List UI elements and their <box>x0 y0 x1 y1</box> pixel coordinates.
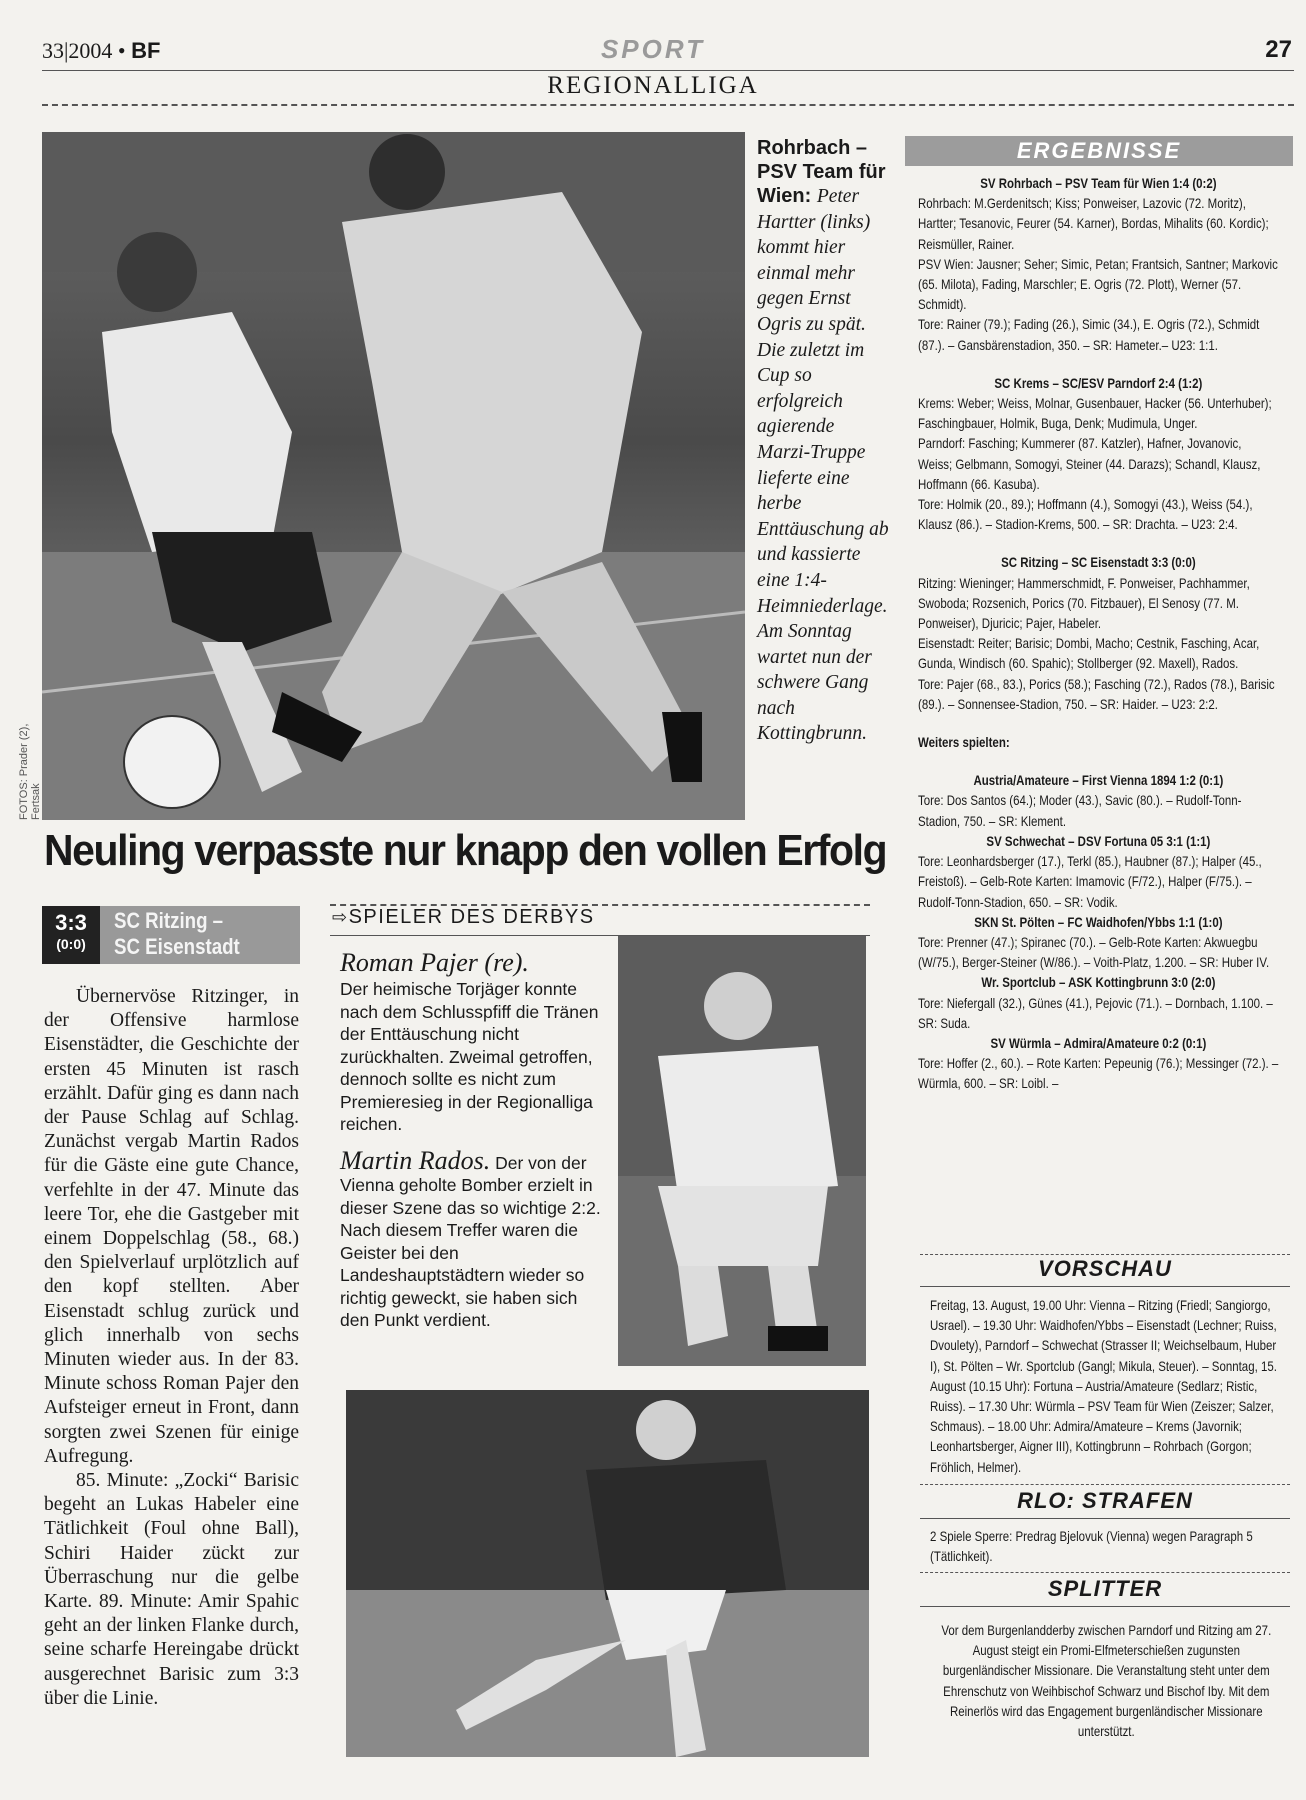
team-1: SC Ritzing – <box>114 908 224 933</box>
vorschau-rule <box>920 1286 1290 1287</box>
match-teams <box>114 908 240 960</box>
rados-photo <box>346 1390 869 1757</box>
headline: Neuling verpasste nur knapp den vollen Erfolg <box>44 826 887 875</box>
game-2-title: SC Krems – SC/ESV Parndorf 2:4 (1:2) <box>994 374 1203 391</box>
sitting-player-photo-placeholder <box>618 936 866 1366</box>
football-players-photo-placeholder <box>42 132 745 820</box>
game-1-lineup-1: Rohrbach: M.Gerdenitsch; Kiss; Ponweiser, Lazovic (72. Moritz), Hartter; Tesanovic, Feurer (54. Karner), Bordas, Mihalits (60. Kordic); Reismüller, Rainer. <box>918 195 1269 252</box>
photo-credit: FOTOS: Prader (2), Fertsak <box>18 723 42 820</box>
vorschau-text: Freitag, 13. August, 19.00 Uhr: Vienna – Ritzing (Friedl; Sangiorgo, Usrael). – 19.30 Uhr: Waidhofen/Ybbs – Eisenstadt (Lechner; Ruiss, Dvoulety), Parndorf – Schwechat (Strasser II; Weichselbaum, Huber I), St. Pölten – Wr. Sportclub (Gangl; Mikula, Steuer). – Sonntag, 15. August (10.15 Uhr): Fortuna – Austria/Amateure (Sedlarz; Ristic, Ruiss). – 17.30 Uhr: Würmla – PSV Team für Wien (Zeiszer; Salzer, Schmaus). – 18.00 Uhr: Admira/Amateure – Krems (Javornik; Leonhartsberger, Aigner III), Kottingbrunn – Rohrbach (Gorgon; Fröhlich, Helmer). <box>930 1297 1277 1475</box>
other-game-2-text: Tore: Leonhardsberger (17.), Terkl (85.), Haubner (87.); Halper (45., Freistoß). – Gelb-Rote Karten: Imamovic (F/72.), Halper (F/75.). – Rudolf-Tonn-Stadion, 650. – SR: Vodik. <box>918 853 1262 910</box>
final-score: 3:3 <box>55 910 87 935</box>
vorschau-title: VORSCHAU <box>1038 1256 1172 1281</box>
spieler-title: SPIELER DES DERBYS <box>348 906 595 928</box>
game-3-lineup-1: Ritzing: Wieninger; Hammerschmidt, F. Ponweiser, Pachhammer, Swoboda; Rozsenich, Porics (70. Fitzbauer), El Senosy (77. M. Ponweiser), Djuricic; Pajer, Habeler. <box>918 574 1250 632</box>
game-3-lineup-2: Eisenstadt: Reiter; Barisic; Dombi, Macho; Cestnik, Fasching, Acar, Gunda, Windisch (60. Spahic); Stollberger (92. Maxell), Rados. <box>918 635 1260 672</box>
pajer-photo <box>618 936 866 1366</box>
game-2-lineup-1: Krems: Weber; Weiss, Molnar, Gusenbauer, Hacker (56. Unterhuber); Faschingbauer, Holmik, Buga, Denk; Mudimula, Unger. <box>918 395 1272 432</box>
spieler-texts <box>340 948 608 1332</box>
paper-name: BF <box>131 38 161 63</box>
game-1-lineup-2: PSV Wien: Jausner; Seher; Simic, Petan; Frantsich, Santner; Markovic (65. Milota), Fading, Marschler; E. Ogris (72. Plott), Werner (57. Schmidt). <box>918 255 1278 313</box>
player-1-text: Der heimische Torjäger konnte nach dem Schlusspfiff die Tränen der Enttäuschung nicht zurückhalten. Zweimal getroffen, dennoch sollte es nicht zum Premieresieg in der Regionalliga reichen. <box>340 979 599 1134</box>
game-1-goals: Tore: Rainer (79.); Fading (26.), Simic (34.), E. Ogris (72.), Schmidt (87.). – Gansbärenstadion, 350. – SR: Hameter.– U23: 1:1. <box>918 316 1260 353</box>
strafen-rule <box>920 1518 1290 1519</box>
splitter-rule-top <box>920 1572 1290 1573</box>
other-game-5-title: SV Würmla – Admira/Amateure 0:2 (0:1) <box>990 1034 1207 1051</box>
game-3-title: SC Ritzing – SC Eisenstadt 3:3 (0:0) <box>1001 554 1196 571</box>
other-game-4-text: Tore: Niefergall (32.), Günes (41.), Pejovic (71.). – Dornbach, 1.100. – SR: Suda. <box>918 994 1273 1031</box>
player-2-text: Der von der Vienna geholte Bomber erzielt in dieser Szene das so wichtige 2:2. Nach diesem Treffer waren die Geister bei den Landeshauptstädtern wieder so richtig geweckt, sie haben sich den Punkt verdient. <box>340 1152 601 1330</box>
arrow-icon: ⇨ <box>332 907 349 927</box>
header-dash-divider <box>42 104 1294 106</box>
report-paragraph-1: Übernervöse Ritzinger, in der Offensive harmlose Eisenstädter, die Geschichte der ersten 45 Minuten ist rasch erzählt. Dafür ging es dann nach der Pause Schlag auf Schlag. Zunächst vergab Martin Rados für die Gäste eine gute Chance, verfehlte in der 47. Minute das leere Tor, ehe die Gastgeber mit einem Doppelschlag (58., 68.) den Spielverlauf urplötzlich auf den kopf stellten. Aber Eisenstadt schlug zurück und glich innerhalb von sechs Minuten wieder aus. In der 83. Minute schoss Roman Pajer den Aufsteiger erneut in Front, dann sorgten zwei Szenen für einige Aufregung. <box>44 986 299 1467</box>
photo-caption <box>757 136 892 747</box>
other-game-3-title: SKN St. Pölten – FC Waidhofen/Ybbs 1:1 (1:0) <box>974 913 1223 930</box>
splitter-title: SPLITTER <box>1047 1576 1163 1601</box>
section-title: SPORT <box>600 34 706 64</box>
other-game-1-title: Austria/Amateure – First Vienna 1894 1:2 (0:1) <box>973 772 1224 789</box>
main-photo <box>42 132 745 820</box>
halftime-score: (0:0) <box>56 936 86 952</box>
other-game-1-text: Tore: Dos Santos (64.); Moder (43.), Savic (80.). – Rudolf-Tonn-Stadion, 750. – SR: Klement. <box>918 792 1242 829</box>
player-2-name: Martin Rados. <box>340 1145 491 1175</box>
vorschau-rule-top <box>920 1254 1290 1255</box>
game-2-lineup-2: Parndorf: Fasching; Kummerer (87. Katzler), Hafner, Jovanovic, Weiss; Gelbmann, Somogyi, Steiner (44. Darazs); Schandl, Klausz, Hoffmann (66. Kasuba). <box>918 435 1261 492</box>
header-rule <box>42 70 1294 71</box>
game-2-goals: Tore: Holmik (20., 89.); Hoffmann (4.), Somogyi (43.), Weiss (54.), Klausz (86.). – Stadion-Krems, 500. – SR: Drachta. – U23: 2:4. <box>918 496 1253 533</box>
other-game-5-text: Tore: Hoffer (2., 60.). – Rote Karten: Pepeunig (76.); Messinger (72.). – Würmla, 600. – SR: Loibl. – <box>918 1055 1279 1092</box>
weiters-label: Weiters spielten: <box>918 734 1010 751</box>
splitter-rule <box>920 1606 1290 1607</box>
spieler-title-box <box>332 906 872 929</box>
caption-head: Rohrbach – PSV Team für Wien: <box>757 137 886 207</box>
score-block <box>42 906 100 964</box>
ergebnisse-list <box>918 173 1279 1094</box>
match-report <box>44 985 299 1711</box>
player-2-block <box>340 1145 608 1332</box>
strafen-title: RLO: STRAFEN <box>1017 1488 1193 1513</box>
issue-number: 33 <box>42 38 64 63</box>
subsection-title: REGIONALLIGA <box>547 72 759 99</box>
game-1-title: SV Rohrbach – PSV Team für Wien 1:4 (0:2) <box>980 175 1217 191</box>
other-game-2-title: SV Schwechat – DSV Fortuna 05 3:1 (1:1) <box>986 832 1211 849</box>
report-paragraph-2: 85. Minute: „Zocki“ Barisic begeht an Lukas Habeler eine Tätlichkeit (Foul ohne Ball), Schiri Haider zückt zur Überraschung nur die gelbe Karte. 89. Minute: Amir Spahic geht an der linken Flanke durch, seine scharfe Hereingabe drückt ausgerechnet Barisic zum 3:3 über die Linie. <box>44 1470 299 1709</box>
game-3-goals: Tore: Pajer (68., 83.), Porics (58.); Fasching (72.), Rados (78.), Barisic (89.). – Sonnensee-Stadion, 750. – SR: Haider. – U23: 2:2. <box>918 675 1275 712</box>
issue-year: 2004 <box>68 38 113 63</box>
other-game-3-text: Tore: Prenner (47.); Spiranec (70.). – Gelb-Rote Karten: Akwuegbu (W/75.), Berger-Steiner (W/86.). – Voith-Platz, 1.200. – SR: Huber IV. <box>918 933 1270 971</box>
page-number: 27 <box>1265 36 1292 63</box>
other-game-4-title: Wr. Sportclub – ASK Kottingbrunn 3:0 (2:0) <box>981 974 1216 991</box>
caption-text: Peter Hartter (links) kommt hier einmal mehr gegen Ernst Ogris zu spät. Die zuletzt im Cup so erfolgreich agierende Marzi-Truppe lieferte eine herbe Enttäuschung ab und kassierte eine 1:4-Heimniederlage. Am Sonntag wartet nun der schwere Gang nach Kottingbrunn. <box>757 186 889 745</box>
kicking-player-photo-placeholder <box>346 1390 869 1757</box>
strafen-text: 2 Spiele Sperre: Predrag Bjelovuk (Vienna) wegen Paragraph 5 (Tätlichkeit). <box>930 1528 1253 1565</box>
splitter-text: Vor dem Burgenlandderby zwischen Parndorf und Ritzing am 27. August steigt ein Promi-Elfmeterschießen zugunsten burgenländischer Missionare. Die Veranstaltung steht unter dem Ehrenschutz von Weihbischof Schwarz und Bischof Iby. Mit dem Reinerlös wird das Engagement burgenländischer Missionare unterstützt. <box>941 1622 1272 1740</box>
team-2: SC Eisenstadt <box>114 934 240 959</box>
issue-info: 33|2004 • BF <box>42 38 161 63</box>
player-1-name: Roman Pajer (re). <box>340 948 529 977</box>
ergebnisse-title: ERGEBNISSE <box>905 136 1293 166</box>
strafen-rule-top <box>920 1484 1290 1485</box>
